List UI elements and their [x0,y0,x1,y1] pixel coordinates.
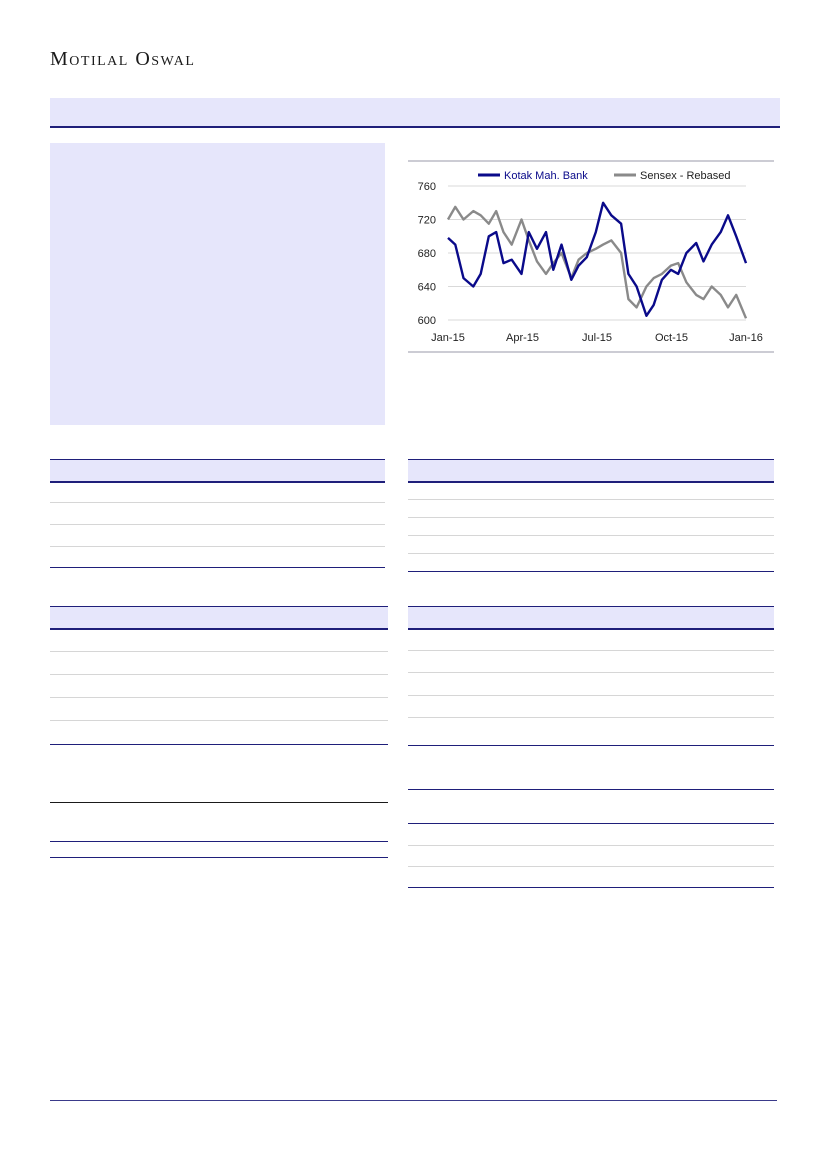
y-tick-label: 720 [417,214,436,227]
table2-header [408,460,774,481]
series-lines [448,203,746,318]
table2-row-rule [408,499,774,500]
table2-row-rule [408,517,774,518]
legend-label: Kotak Mah. Bank [504,170,588,182]
table3-row-rule [50,697,388,698]
table1-bottom-rule [50,567,385,568]
table3-header-rule [50,628,388,630]
y-tick-label: 640 [417,281,436,294]
table4-top-rule [50,802,388,803]
table6-row-rule [408,866,774,867]
table2-row-rule [408,535,774,536]
table5-bottom-rule [408,745,774,746]
table4-bottom-rule [50,857,388,858]
y-tick-label: 600 [417,315,436,327]
table1-header [50,460,385,481]
y-tick-label: 680 [417,248,436,260]
table2-header-rule [408,481,774,483]
table1-row-rule [50,546,385,547]
summary-panel [50,143,385,425]
table5-row-rule [408,672,774,673]
stock-performance-chart [408,160,774,353]
table3-bottom-rule [50,744,388,745]
footer-rule [50,1100,777,1101]
table3-row-rule [50,674,388,675]
company-logo: Motilal Oswal [50,48,196,70]
table4-mid-rule [50,841,388,842]
table5-row-rule [408,650,774,651]
x-axis-labels [431,332,763,344]
table1-header-rule [50,481,385,483]
table6-top-rule [408,789,774,790]
table5-row-rule [408,717,774,718]
table2-row-rule [408,553,774,554]
table1-row-rule [50,524,385,525]
table6-header-rule [408,823,774,824]
table5-header [408,607,774,628]
table6-row-rule [408,845,774,846]
chart-legend [478,170,731,182]
table6-bottom-rule [408,887,774,888]
x-tick-label: Oct-15 [654,332,689,344]
legend-label: Sensex - Rebased [640,170,731,182]
x-tick-label: Apr-15 [505,332,540,344]
table3-row-rule [50,720,388,721]
table3-row-rule [50,651,388,652]
y-tick-label: 760 [417,181,436,193]
x-tick-label: Jan-15 [431,332,465,344]
chart-svg [408,160,774,353]
table2-bottom-rule [408,571,774,572]
y-axis-labels [418,181,436,327]
x-tick-label: Jan-16 [729,332,763,344]
table5-header-rule [408,628,774,630]
x-tick-label: Jul-15 [582,332,612,344]
title-band [50,98,780,128]
table1-row-rule [50,502,385,503]
table3-header [50,607,388,628]
table5-row-rule [408,695,774,696]
